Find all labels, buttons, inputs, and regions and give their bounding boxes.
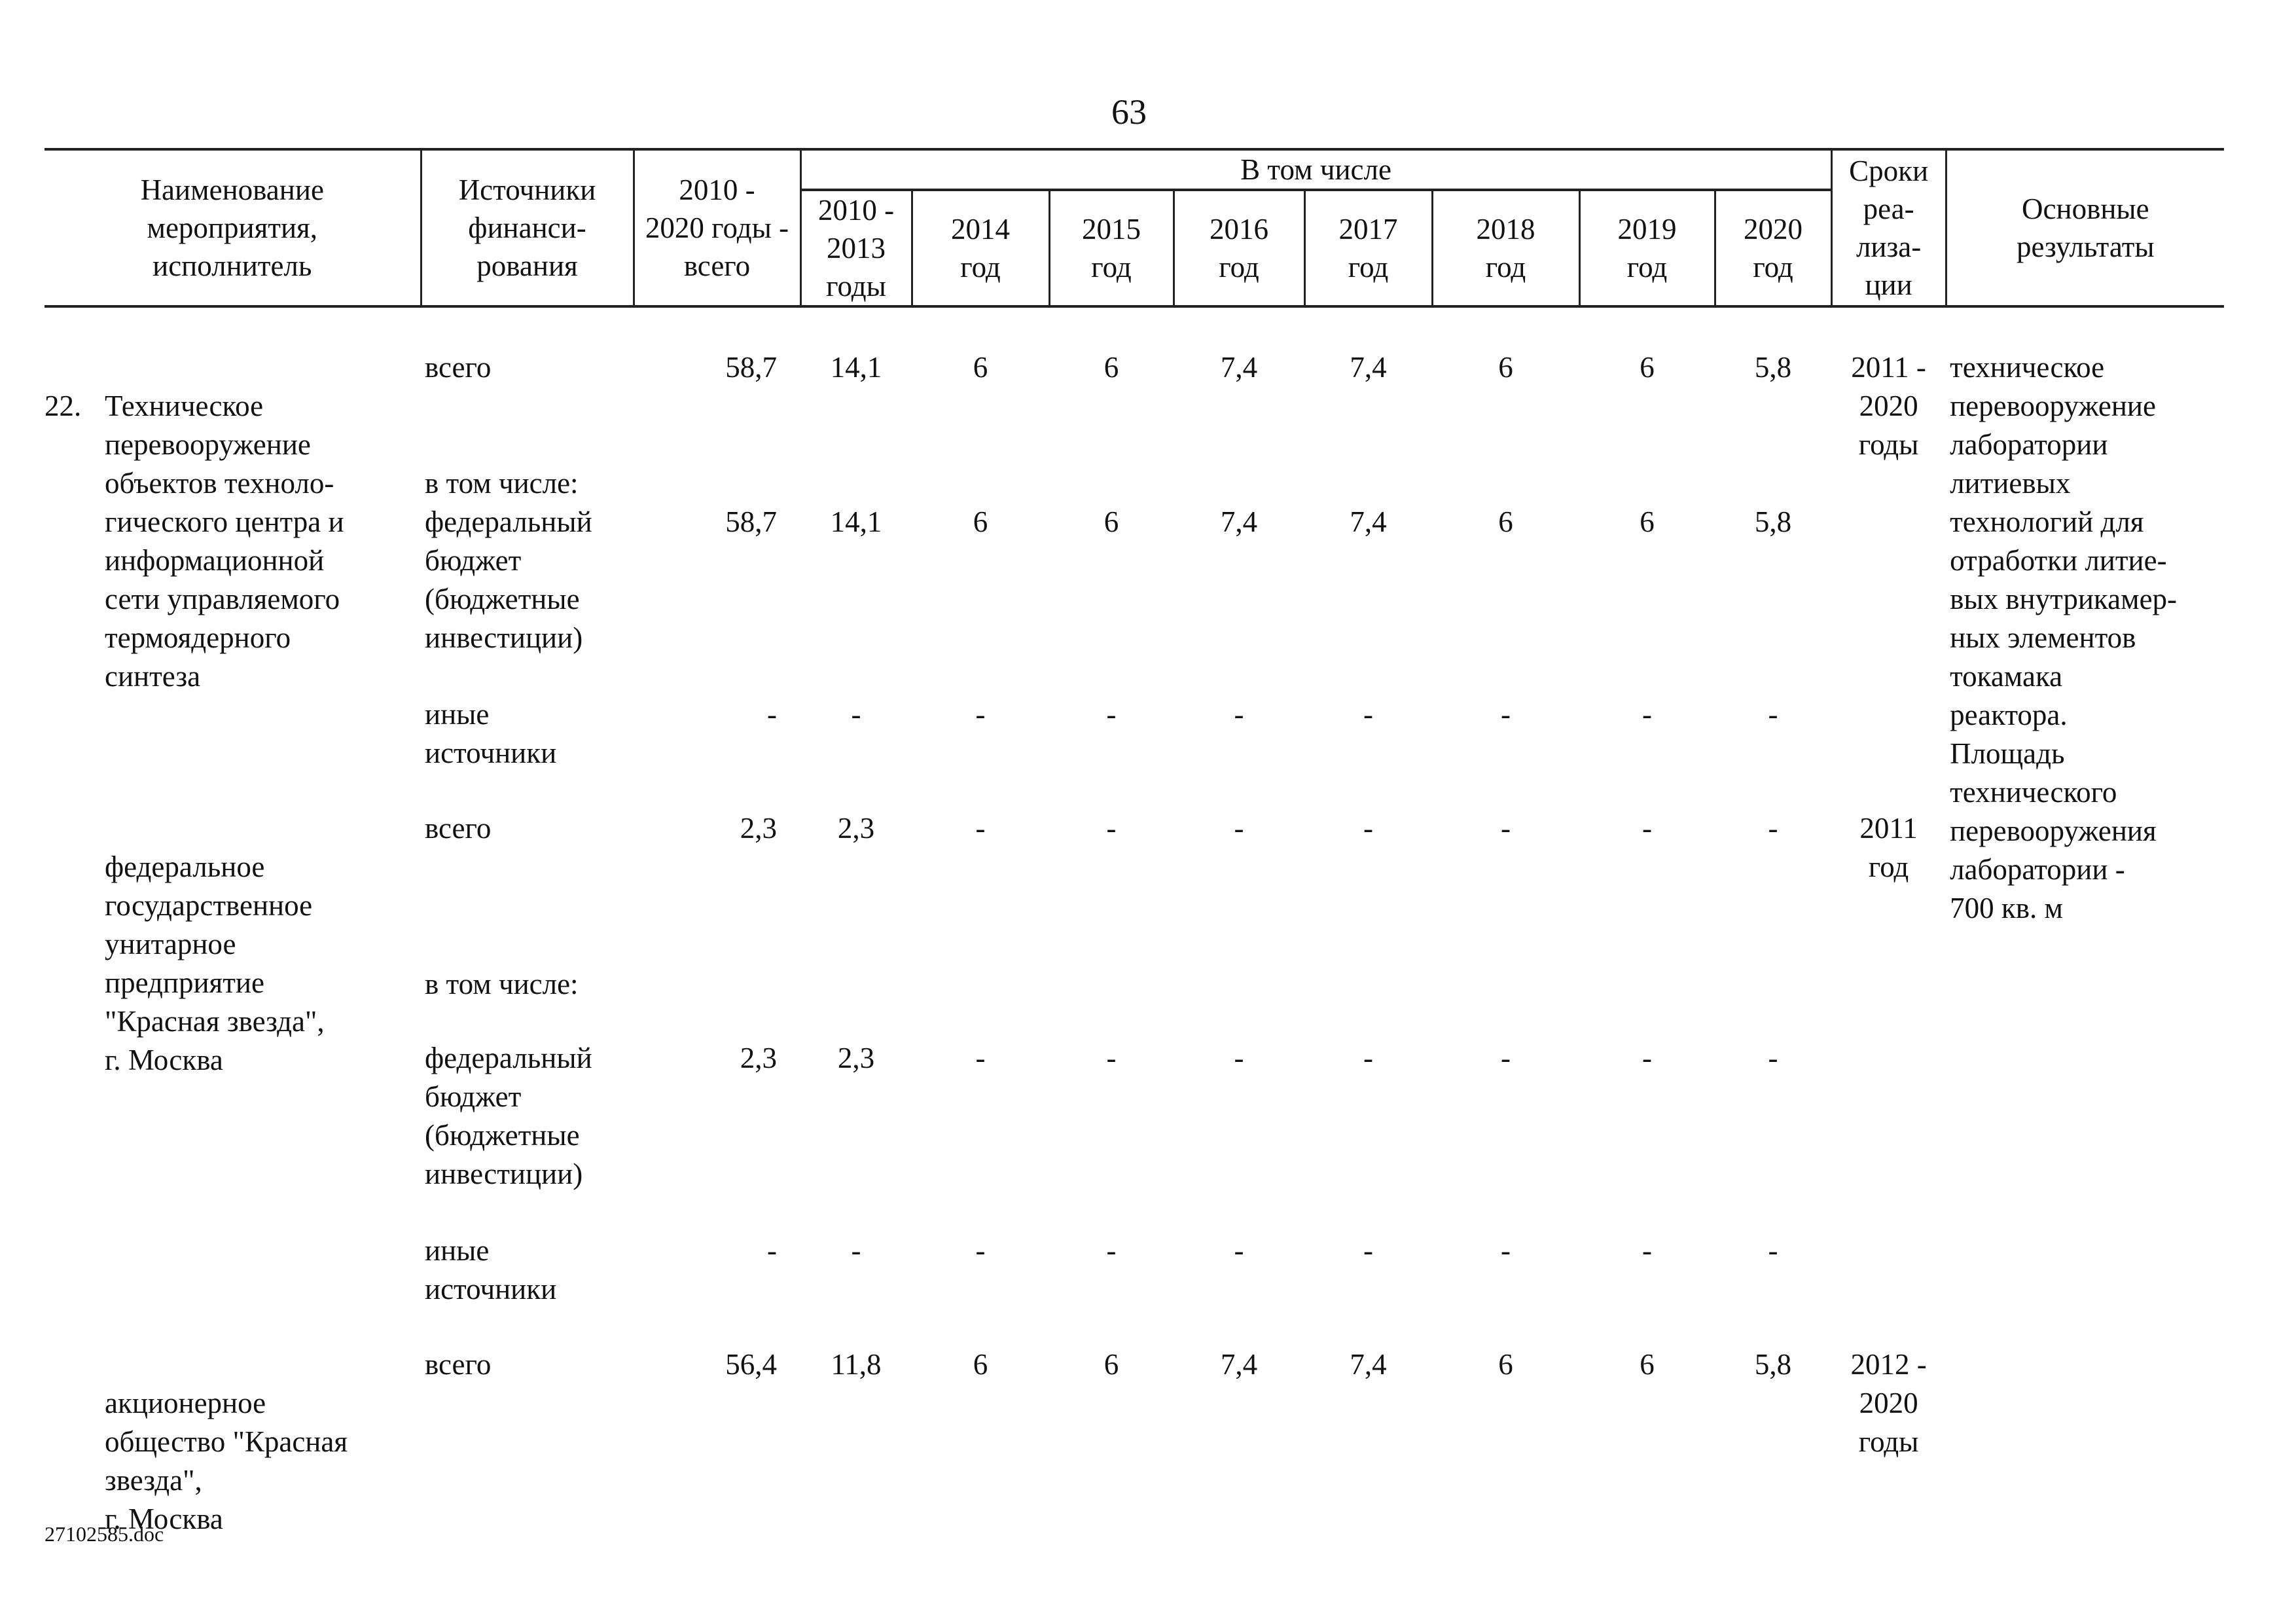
value-2010-2013: 14,1 (830, 351, 882, 384)
header-results: Основные результаты (1946, 149, 2224, 306)
value-2016: - (1234, 1234, 1244, 1267)
value-2015: - (1106, 698, 1117, 731)
measure-number: 22. (45, 390, 82, 422)
measure-name: акционерное общество "Красная звезда", г. Москва (105, 1387, 348, 1535)
budget-table (45, 148, 2224, 1539)
header-name: Наименование мероприятия, исполнитель (45, 149, 421, 306)
value-2018: 6 (1498, 505, 1513, 538)
value-2017: 7,4 (1350, 505, 1387, 538)
implementation-term: 2011 год (1859, 812, 1918, 883)
funding-source: иные источники (425, 698, 557, 769)
main-results: техническое перевооружение лаборатории литиевых технологий для отработки литие- вых внутрикамер- ных элементов токамака реактора. Площадь технического перевооружения лаборатории - 700 кв. м (1950, 351, 2178, 924)
footer-filename: 27102585.doc (45, 1522, 164, 1546)
value-2019: - (1642, 698, 1652, 731)
value-2010-2013: 14,1 (830, 505, 882, 538)
value-2014: 6 (973, 351, 988, 384)
value-total: - (767, 698, 777, 731)
value-2020: 5,8 (1754, 351, 1792, 384)
value-total: 58,7 (725, 351, 777, 384)
value-2017: 7,4 (1350, 1348, 1387, 1381)
value-2020: - (1768, 1234, 1778, 1267)
value-2019: 6 (1640, 505, 1655, 538)
value-2014: - (975, 812, 986, 845)
funding-source: всего (425, 812, 492, 845)
value-2014: 6 (973, 1348, 988, 1381)
value-2010-2013: 2,3 (837, 812, 875, 845)
measure-name-cell (45, 1345, 421, 1539)
value-2015: - (1106, 812, 1117, 845)
value-2019: 6 (1640, 351, 1655, 384)
value-2010-2013: - (851, 698, 861, 731)
header-year-2010-2013: 2010 - 2013 годы (800, 190, 912, 306)
value-2016: - (1234, 698, 1244, 731)
table-row (45, 809, 2224, 886)
value-total: 56,4 (725, 1348, 777, 1381)
value-total: - (767, 1234, 777, 1267)
value-2019: 6 (1640, 1348, 1655, 1381)
value-2020: 5,8 (1754, 1348, 1792, 1381)
value-2017: - (1363, 698, 1373, 731)
value-2020: - (1768, 812, 1778, 845)
value-2016: 7,4 (1220, 505, 1258, 538)
funding-source: всего (425, 351, 492, 384)
value-2016: - (1234, 812, 1244, 845)
value-2019: - (1642, 812, 1652, 845)
value-2016: 7,4 (1220, 351, 1258, 384)
value-2015: 6 (1103, 505, 1119, 538)
value-2017: - (1363, 1234, 1373, 1267)
value-total: 2,3 (740, 812, 777, 845)
header-year-2019: 2019 год (1579, 190, 1715, 306)
value-2014: - (975, 1042, 986, 1074)
funding-source: в том числе: (425, 467, 579, 500)
measure-name-cell (45, 348, 421, 773)
value-2016: - (1234, 1042, 1244, 1074)
header-including: В том числе (800, 149, 1831, 190)
header-year-2016: 2016 год (1174, 190, 1304, 306)
header-year-2020: 2020 год (1715, 190, 1831, 306)
implementation-term: 2011 - 2020 годы (1851, 351, 1926, 461)
value-2010-2013: 2,3 (837, 1042, 875, 1074)
funding-source: иные источники (425, 1234, 557, 1305)
table-row (45, 1345, 2224, 1539)
value-2018: - (1501, 1234, 1511, 1267)
value-total: 58,7 (725, 505, 777, 538)
value-2020: 5,8 (1754, 505, 1792, 538)
value-2017: 7,4 (1350, 351, 1387, 384)
value-2018: 6 (1498, 1348, 1513, 1381)
value-2019: - (1642, 1234, 1652, 1267)
implementation-term: 2012 - 2020 годы (1850, 1348, 1927, 1458)
table-row (45, 348, 2224, 464)
header-terms: Сроки реа- лиза- ции (1831, 149, 1946, 306)
measure-name: федеральное государственное унитарное предприятие "Красная звезда", г. Москва (105, 850, 325, 1076)
value-2014: 6 (973, 505, 988, 538)
funding-source: в том числе: (425, 968, 579, 1000)
value-2019: - (1642, 1042, 1652, 1074)
value-2015: 6 (1103, 1348, 1119, 1381)
measure-name: Техническое перевооружение объектов техноло- гического центра и информационной сети управляемого термоядерного синтеза (105, 390, 344, 693)
funding-source: всего (425, 1348, 492, 1381)
funding-source: федеральный бюджет (бюджетные инвестиции) (425, 1042, 592, 1190)
value-2014: - (975, 698, 986, 731)
value-2015: 6 (1103, 351, 1119, 384)
value-2017: - (1363, 812, 1373, 845)
value-2017: - (1363, 1042, 1373, 1074)
value-2018: - (1501, 812, 1511, 845)
value-2020: - (1768, 1042, 1778, 1074)
value-2015: - (1106, 1234, 1117, 1267)
value-2020: - (1768, 698, 1778, 731)
value-total: 2,3 (740, 1042, 777, 1074)
header-year-2014: 2014 год (912, 190, 1049, 306)
value-2018: - (1501, 1042, 1511, 1074)
page-number: 63 (1111, 92, 1147, 132)
measure-name-cell (45, 809, 421, 1309)
header-total: 2010 - 2020 годы - всего (634, 149, 800, 306)
header-source: Источники финанси- рования (421, 149, 634, 306)
header-year-2015: 2015 год (1049, 190, 1174, 306)
value-2014: - (975, 1234, 986, 1267)
header-year-2018: 2018 год (1432, 190, 1579, 306)
value-2018: - (1501, 698, 1511, 731)
value-2010-2013: - (851, 1234, 861, 1267)
value-2018: 6 (1498, 351, 1513, 384)
value-2016: 7,4 (1220, 1348, 1258, 1381)
value-2015: - (1106, 1042, 1117, 1074)
header-year-2017: 2017 год (1304, 190, 1432, 306)
value-2010-2013: 11,8 (831, 1348, 882, 1381)
funding-source: федеральный бюджет (бюджетные инвестиции) (425, 505, 592, 654)
